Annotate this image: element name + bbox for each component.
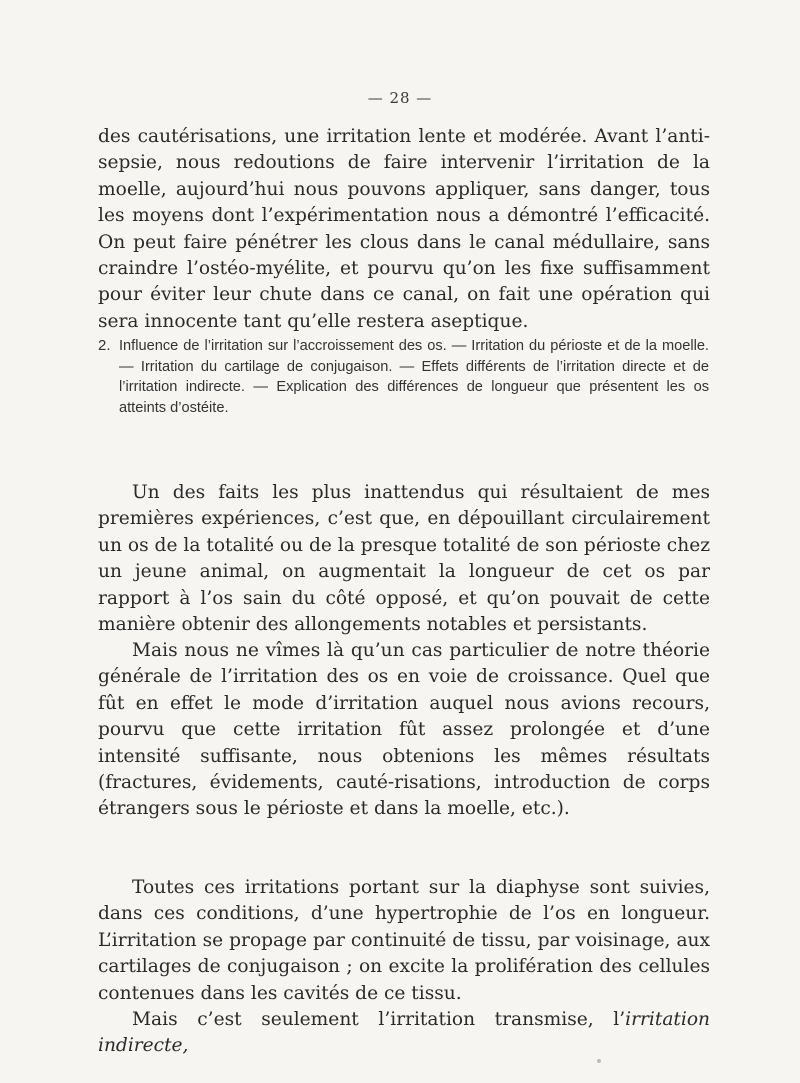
paragraph-indirect-irritation <box>98 1007 710 1060</box>
paper-speck <box>597 1059 601 1063</box>
section-number: 2. <box>98 337 111 354</box>
paragraph-unexpected-facts: Un des faits les plus inattendus qui résultaient de mes premières expériences, c’est que, en dépouillant circulairement un os de la totalité ou de la presque totalité de son périoste chez un jeune animal, on augmentait la longueur de cet os par rapport à l’os sain du côté opposé, et qu’on pouvait de cette manière obtenir des allongements notables et persistants. <box>98 482 710 636</box>
section-summary: Influence de l’irritation sur l’accroissement des os. — Irritation du périoste et de la moelle. — Irritation du cartilage de conjugaison. — Effets différents de l’irritation directe et de l’irritation indirecte. — Explication des différences de longueur que présentent les os atteints d’ostéite. <box>119 338 709 416</box>
paragraph-general-theory: Mais nous ne vîmes là qu’un cas particulier de notre théorie générale de l’irritation des os en voie de croissance. Quel que fût en effet le mode d’irritation auquel nous avions recours, pourvu que cette irritation fût assez prolongée et d’une intensité suffisante, nous obtenions les mêmes résultats (fractures, évidements, cauté-risations, introduction de corps étrangers sous le périoste et dans la moelle, etc.). <box>98 640 710 820</box>
paragraph-antisepsis: des cautérisations, une irritation lente et modérée. Avant l’anti-sepsie, nous redoutions de faire intervenir l’irritation de la moelle, aujourd’hui nous pouvons appliquer, sans danger, tous les moyens dont l’expérimentation nous a démontré l’efficacité. On peut faire pénétrer les clous dans le canal médullaire, sans craindre l’ostéo-myélite, et pourvu qu’on les fixe suffisamment pour éviter leur chute dans ce canal, on fait une opération qui sera innocente tant qu’elle restera aseptique. <box>98 126 710 332</box>
paragraph-diaphysis-irritation: Toutes ces irritations portant sur la diaphyse sont suivies, dans ces conditions, d’une hypertrophie de l’os en longueur. L’irritation se propage par continuité de tissu, par voisinage, aux cartilages de conjugaison ; on excite la prolifération des cellules contenues dans les cavités de ce tissu. <box>98 877 710 1004</box>
paragraph-indirect-irritation-start: Mais c’est seulement l’irritation transmise, l’ <box>132 1009 626 1030</box>
page-number: — 28 — <box>367 89 433 107</box>
italic-indirect-irritation: irritation indirecte, <box>98 1009 710 1057</box>
